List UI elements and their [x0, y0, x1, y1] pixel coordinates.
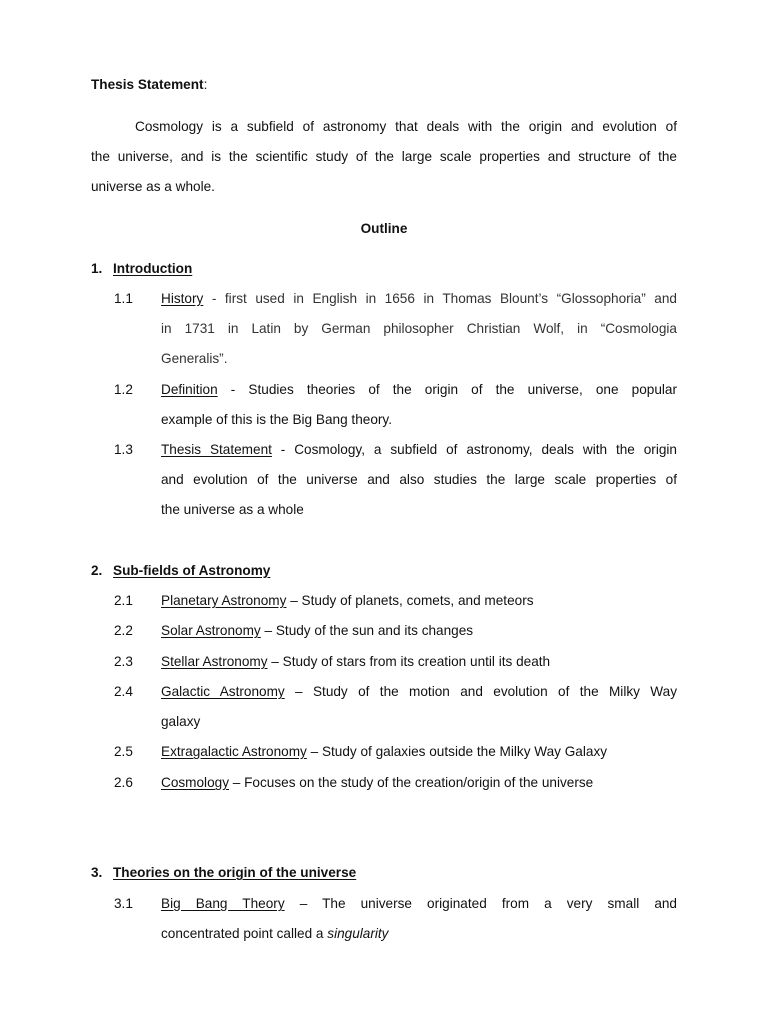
section-2-number: 2. — [91, 563, 103, 578]
item-1-3-line-2: and evolution of the universe and also studies the large scale properties of — [161, 472, 677, 487]
item-3-1-line-2 — [161, 926, 388, 941]
outline-title: Outline — [360, 221, 408, 236]
item-1-2-text: - Studies theories of the origin of the universe, one popular — [217, 382, 677, 397]
item-1-2-term: Definition — [161, 382, 218, 397]
item-3-1-text: – The universe originated from a very small and — [284, 896, 677, 911]
item-2-4-line-1 — [161, 684, 677, 699]
item-3-1-line-1 — [161, 896, 677, 911]
item-2-5-term: Extragalactic Astronomy — [161, 744, 307, 759]
section-1-number: 1. — [91, 261, 103, 276]
item-1-3-text: - Cosmology, a subfield of astronomy, deals with the origin — [271, 442, 677, 457]
item-1-1-text: - first used in English in 1656 in Thomas Blount’s “Glossophoria” and — [203, 291, 677, 306]
section-1-title: Introduction — [113, 261, 193, 276]
item-1-2-line-1 — [161, 382, 677, 397]
item-2-3-line-1 — [161, 654, 550, 669]
item-2-1-number: 2.1 — [114, 593, 133, 608]
item-2-6-term: Cosmology — [161, 775, 229, 790]
item-2-3-term: Stellar Astronomy — [161, 654, 268, 669]
thesis-heading — [91, 77, 207, 92]
section-3-title: Theories on the origin of the universe — [113, 865, 357, 880]
item-1-1-line-2: in 1731 in Latin by German philosopher Christian Wolf, in “Cosmologia — [161, 321, 677, 336]
item-2-4-text: – Study of the motion and evolution of the Milky Way — [284, 684, 677, 699]
item-2-6-text: – Focuses on the study of the creation/origin of the universe — [229, 775, 594, 790]
item-2-2-term: Solar Astronomy — [161, 623, 261, 638]
item-1-1-term: History — [161, 291, 204, 306]
item-2-4-term: Galactic Astronomy — [161, 684, 285, 699]
item-3-1-line-2-text: concentrated point called a — [161, 926, 328, 941]
thesis-line-2: the universe, and is the scientific study of the large scale properties and structure of the — [91, 149, 677, 164]
section-3-number: 3. — [91, 865, 103, 880]
item-2-4-number: 2.4 — [114, 684, 133, 699]
item-2-2-number: 2.2 — [114, 623, 133, 638]
item-3-1-singularity: singularity — [327, 926, 389, 941]
thesis-line-3: universe as a whole. — [91, 179, 215, 194]
item-1-3-term: Thesis Statement — [161, 442, 272, 457]
item-2-3-text: – Study of stars from its creation until its death — [267, 654, 551, 669]
item-2-6-line-1 — [161, 775, 593, 790]
item-2-5-text: – Study of galaxies outside the Milky Way Galaxy — [306, 744, 608, 759]
item-3-1-term: Big Bang Theory — [161, 896, 285, 911]
item-2-1-line-1 — [161, 593, 534, 608]
item-1-3-line-3: the universe as a whole — [161, 502, 304, 517]
item-1-2-line-2: example of this is the Big Bang theory. — [161, 412, 392, 427]
section-2-title: Sub-fields of Astronomy — [113, 563, 271, 578]
thesis-heading-text: Thesis Statement — [91, 77, 204, 92]
item-2-2-text: – Study of the sun and its changes — [260, 623, 474, 638]
item-2-1-text: – Study of planets, comets, and meteors — [286, 593, 534, 608]
item-1-3-number: 1.3 — [114, 442, 133, 457]
thesis-line-1: Cosmology is a subfield of astronomy that deals with the origin and evolution of — [135, 119, 677, 134]
item-2-3-number: 2.3 — [114, 654, 133, 669]
item-1-3-line-1 — [161, 442, 677, 457]
item-2-5-line-1 — [161, 744, 607, 759]
item-2-1-term: Planetary Astronomy — [161, 593, 287, 608]
item-2-4-line-2: galaxy — [161, 714, 201, 729]
item-2-5-number: 2.5 — [114, 744, 133, 759]
item-1-2-number: 1.2 — [114, 382, 133, 397]
item-2-2-line-1 — [161, 623, 473, 638]
item-2-6-number: 2.6 — [114, 775, 133, 790]
item-1-1-number: 1.1 — [114, 291, 133, 306]
item-1-1-line-1 — [161, 291, 677, 306]
item-3-1-number: 3.1 — [114, 896, 133, 911]
thesis-heading-colon: : — [203, 77, 208, 92]
item-1-1-line-3: Generalis”. — [161, 351, 228, 366]
